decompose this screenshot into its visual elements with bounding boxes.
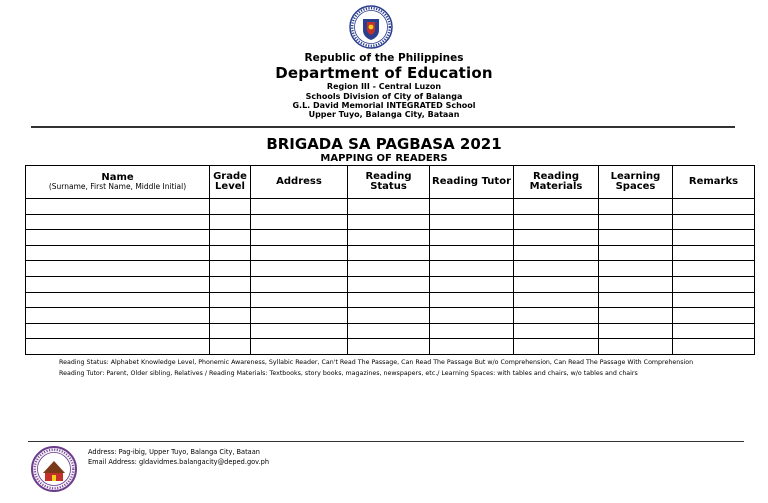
table-cell[interactable] [210, 339, 251, 355]
col-header-remarks [673, 166, 755, 199]
table-cell[interactable] [251, 261, 348, 277]
table-row [26, 199, 755, 215]
deped-seal-icon [349, 5, 393, 49]
col-header-label-2: Status [370, 181, 407, 192]
table-cell[interactable] [26, 230, 210, 246]
footer-address: Address: Pag-ibig, Upper Tuyo, Balanga City, Bataan [88, 448, 260, 456]
col-header-label: Reading [532, 170, 580, 182]
col-header-label-2: Materials [529, 181, 583, 192]
table-cell[interactable] [430, 230, 514, 246]
republic-text: Republic of the Philippines [304, 52, 464, 64]
table-cell[interactable] [210, 245, 251, 261]
table-cell[interactable] [210, 276, 251, 292]
table-cell[interactable] [348, 199, 430, 215]
table-cell[interactable] [251, 230, 348, 246]
table-cell[interactable] [210, 230, 251, 246]
col-header-label: Grade [213, 170, 247, 182]
table-cell[interactable] [251, 323, 348, 339]
region-text: Region III - Central Luzon [326, 82, 442, 91]
school-name: G.L. David Memorial INTEGRATED School [292, 101, 476, 110]
legend-notes [59, 357, 693, 379]
col-header-label: Name [101, 171, 134, 183]
table-cell[interactable] [210, 323, 251, 339]
document-subtitle: MAPPING OF READERS [320, 153, 448, 164]
col-header-label-2: Spaces [615, 181, 656, 192]
table-cell[interactable] [348, 339, 430, 355]
col-header-label-2: Level [215, 181, 245, 192]
col-header-name [26, 166, 210, 199]
table-cell[interactable] [26, 323, 210, 339]
table-cell[interactable] [26, 245, 210, 261]
table-row [26, 214, 755, 230]
table-cell[interactable] [26, 214, 210, 230]
table-body [26, 199, 755, 355]
table-cell[interactable] [599, 292, 673, 308]
table-cell[interactable] [430, 308, 514, 324]
table-cell[interactable] [673, 339, 755, 355]
table-row [26, 276, 755, 292]
table-cell[interactable] [251, 292, 348, 308]
table-cell[interactable] [673, 323, 755, 339]
table-cell[interactable] [514, 292, 599, 308]
table-cell[interactable] [514, 199, 599, 215]
table-cell[interactable] [210, 308, 251, 324]
reading-status-note: Reading Status: Alphabet Knowledge Level, Phonemic Awareness, Syllabic Reader, Can't Read The Passage, Can Read The Passage But w/o Comprehension, Can Read The Passage With Comprehension [59, 359, 694, 366]
table-cell[interactable] [251, 214, 348, 230]
table-cell[interactable] [251, 245, 348, 261]
table-cell[interactable] [599, 308, 673, 324]
footer-contact [88, 447, 269, 467]
table-cell[interactable] [514, 339, 599, 355]
col-header-label: Reading [365, 170, 412, 182]
footer-email: Email Address: gldavidmes.balangacity@deped.gov.ph [88, 458, 270, 466]
footer-divider [28, 441, 744, 442]
table-cell[interactable] [210, 199, 251, 215]
table-cell[interactable] [348, 292, 430, 308]
school-logo-icon [30, 446, 78, 492]
table-cell[interactable] [251, 199, 348, 215]
table-row [26, 292, 755, 308]
division-text: Schools Division of City of Balanga [305, 92, 463, 101]
table-cell[interactable] [599, 245, 673, 261]
table-cell[interactable] [599, 214, 673, 230]
table-cell[interactable] [599, 323, 673, 339]
table-cell[interactable] [251, 276, 348, 292]
table-cell[interactable] [348, 214, 430, 230]
table-cell[interactable] [26, 308, 210, 324]
table-cell[interactable] [348, 230, 430, 246]
col-header-label: Remarks [688, 175, 739, 187]
table-cell[interactable] [514, 214, 599, 230]
table-cell[interactable] [348, 323, 430, 339]
col-header-reading-materials [514, 166, 599, 199]
table-header-row [26, 166, 755, 199]
col-header-sublabel: (Surname, First Name, Middle Initial) [48, 182, 187, 192]
table-cell[interactable] [251, 339, 348, 355]
col-header-label: Reading Tutor [432, 175, 511, 187]
table-row [26, 339, 755, 355]
table-cell[interactable] [430, 339, 514, 355]
table-cell[interactable] [26, 261, 210, 277]
table-cell[interactable] [673, 214, 755, 230]
table-cell[interactable] [514, 245, 599, 261]
table-cell[interactable] [26, 292, 210, 308]
table-cell[interactable] [673, 292, 755, 308]
table-cell[interactable] [430, 276, 514, 292]
table-cell[interactable] [599, 339, 673, 355]
table-row [26, 261, 755, 277]
table-cell[interactable] [430, 199, 514, 215]
table-cell[interactable] [599, 276, 673, 292]
table-cell[interactable] [210, 292, 251, 308]
table-cell[interactable] [348, 261, 430, 277]
col-header-label: Learning [610, 170, 661, 182]
table-cell[interactable] [348, 308, 430, 324]
table-cell[interactable] [26, 339, 210, 355]
col-header-reading-status [348, 166, 430, 199]
department-title: Department of Education [275, 64, 493, 82]
table-cell[interactable] [430, 323, 514, 339]
table-cell[interactable] [673, 308, 755, 324]
table-cell[interactable] [430, 245, 514, 261]
table-cell[interactable] [26, 276, 210, 292]
mapping-table [25, 165, 755, 355]
table-cell[interactable] [673, 245, 755, 261]
table-cell[interactable] [348, 245, 430, 261]
table-cell[interactable] [599, 261, 673, 277]
header-divider [31, 126, 735, 128]
table-cell[interactable] [26, 199, 210, 215]
col-header-grade-level [210, 166, 251, 199]
table-cell[interactable] [673, 276, 755, 292]
table-row [26, 308, 755, 324]
table-cell[interactable] [514, 261, 599, 277]
table-cell[interactable] [599, 230, 673, 246]
col-header-reading-tutor [430, 166, 514, 199]
table-row [26, 230, 755, 246]
table-cell[interactable] [514, 308, 599, 324]
table-cell[interactable] [514, 323, 599, 339]
table-cell[interactable] [673, 199, 755, 215]
table-cell[interactable] [673, 261, 755, 277]
table-cell[interactable] [514, 230, 599, 246]
table-cell[interactable] [210, 261, 251, 277]
table-cell[interactable] [514, 276, 599, 292]
table-cell[interactable] [673, 230, 755, 246]
table-cell[interactable] [430, 292, 514, 308]
tutor-materials-note: Reading Tutor: Parent, Older sibling, Relatives / Reading Materials: Textbooks, story books, magazines, newspapers, etc./ Learning Spaces: with tables and chairs, w/o tables and chairs [59, 370, 638, 377]
table-row [26, 323, 755, 339]
col-header-address [251, 166, 348, 199]
table-cell[interactable] [599, 199, 673, 215]
table-cell[interactable] [348, 276, 430, 292]
table-row [26, 245, 755, 261]
table-cell[interactable] [430, 261, 514, 277]
table-cell[interactable] [251, 308, 348, 324]
col-header-label: Address [276, 175, 322, 187]
document-title: BRIGADA SA PAGBASA 2021 [266, 135, 502, 153]
table-cell[interactable] [210, 214, 251, 230]
table-cell[interactable] [430, 214, 514, 230]
col-header-learning-spaces [599, 166, 673, 199]
school-location: Upper Tuyo, Balanga City, Bataan [308, 110, 460, 119]
